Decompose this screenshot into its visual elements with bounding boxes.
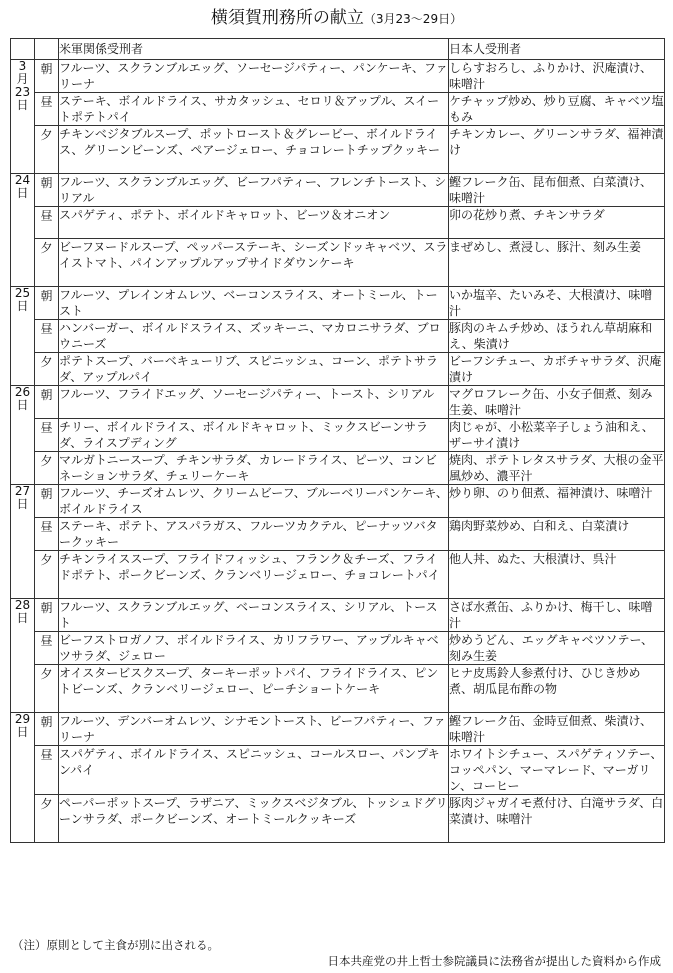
meal-label: 朝	[35, 485, 59, 518]
meal-row	[11, 746, 665, 795]
title-date-range: （3月23〜29日）	[363, 12, 463, 26]
meal-label: 夕	[35, 239, 59, 287]
meal-label: 夕	[35, 665, 59, 713]
date-part: 29	[14, 712, 31, 726]
us-menu-cell: スパゲティ、ボイルドライス、スピニッシュ、コールスロー、パンプキンパイ	[59, 746, 449, 795]
meal-row	[11, 126, 665, 174]
meal-row	[11, 551, 665, 599]
meal-label: 昼	[35, 207, 59, 239]
jp-menu-cell: しらすおろし、ふりかけ、沢庵漬け、味噌汁	[449, 60, 665, 93]
header-row	[11, 39, 665, 60]
us-menu-cell: フルーツ、チーズオムレツ、クリームビーフ、ブルーベリーパンケーキ、ボイルドライス	[59, 486, 448, 516]
date-part: 26	[14, 385, 31, 399]
us-menu-cell: ステーキ、ポテト、アスパラガス、フルーツカクテル、ピーナッツバタークッキー	[59, 518, 449, 551]
meal-row	[11, 386, 665, 419]
meal-label: 朝	[35, 713, 59, 746]
meal-row	[11, 485, 665, 518]
jp-menu-cell: 他人丼、ぬた、大根漬け、呉汁	[449, 551, 665, 599]
jp-menu-cell: ヒナ皮馬鈴人参煮付け、ひじき炒め煮、胡瓜昆布酢の物	[449, 665, 665, 713]
title-text: 横須賀刑務所の献立	[210, 8, 364, 28]
meal-row	[11, 795, 665, 843]
jp-menu-cell: チキンカレー、グリーンサラダ、福神漬け	[449, 126, 665, 174]
jp-menu-cell: ケチャップ炒め、炒り豆腐、キャベツ塩もみ	[449, 94, 664, 124]
jp-menu-cell: ホワイトシチュー、スパゲティソテー、コッペパン、マーマレード、マーガリン、コーヒー	[449, 746, 665, 795]
meal-label: 昼	[35, 632, 59, 665]
meal-row	[11, 287, 665, 320]
us-menu-cell: オイスタービスクスープ、ターキーポットパイ、フライドライス、ピントビーンズ、クランベリージェロー、ピーチショートケーキ	[59, 665, 449, 713]
menu-table	[10, 38, 665, 843]
meal-label: 朝	[35, 60, 59, 93]
jp-menu-cell: 鶏肉野菜炒め、白和え、白菜漬け	[449, 518, 665, 551]
meal-row	[11, 713, 665, 746]
meal-row	[11, 239, 665, 287]
jp-menu-cell: いか塩辛、たいみそ、大根漬け、味噌汁	[449, 287, 665, 320]
date-part: 日	[16, 497, 29, 511]
meal-label: 朝	[35, 386, 59, 419]
date-part: 日	[16, 299, 29, 313]
footnote: （注）原則として主食が別に出される。	[12, 938, 219, 952]
date-cell	[11, 60, 35, 174]
us-menu-cell: ハンバーガー、ボイルドスライス、ズッキーニ、マカロニサラダ、ブロウニーズ	[59, 320, 449, 353]
meal-label: 夕	[35, 353, 59, 386]
meal-label: 昼	[35, 320, 59, 353]
us-menu-cell: フルーツ、プレインオムレツ、ベーコンスライス、オートミール、トースト	[59, 287, 449, 320]
meal-label: 夕	[35, 126, 59, 174]
jp-menu-cell: 鰹フレーク缶、金時豆佃煮、柴漬け、味噌汁	[449, 713, 665, 746]
header-empty-meal	[35, 39, 59, 60]
date-part: 23	[14, 85, 31, 99]
date-part: 25	[14, 286, 31, 300]
meal-row	[11, 93, 665, 126]
us-menu-cell: フルーツ、スクランブルエッグ、ベーコンスライス、シリアル、トースト	[59, 599, 449, 632]
jp-menu-cell: 炒り卵、のり佃煮、福神漬け、味噌汁	[449, 485, 665, 518]
jp-menu-cell: マグロフレーク缶、小女子佃煮、刻み生姜、味噌汁	[449, 386, 665, 419]
us-menu-cell: ペーパーポットスープ、ラザニア、ミックスベジタブル、トッシュドグリーンサラダ、ポークビーンズ、オートミールクッキーズ	[59, 795, 449, 843]
meal-row	[11, 599, 665, 632]
page-title	[0, 6, 673, 31]
header-jp-inmates: 日本人受刑者	[449, 39, 665, 60]
jp-menu-cell: 卯の花炒り煮、チキンサラダ	[449, 207, 665, 239]
jp-menu-cell: 炒めうどん、エッグキャベツソテー、刻み生姜	[449, 632, 665, 665]
meal-label: 朝	[35, 599, 59, 632]
meal-label: 夕	[35, 551, 59, 599]
date-part: 日	[16, 725, 29, 739]
meal-row	[11, 665, 665, 713]
us-menu-cell: フルーツ、スクランブルエッグ、ビーフパティー、フレンチトースト、シリアル	[59, 174, 449, 207]
us-menu-cell: フルーツ、フライドエッグ、ソーセージパティー、トースト、シリアル	[59, 386, 449, 419]
date-part: 日	[16, 398, 29, 412]
us-menu-cell: スパゲティ、ポテト、ボイルドキャロット、ビーツ＆オニオン	[59, 207, 449, 239]
meal-label: 昼	[35, 518, 59, 551]
menu-body	[11, 60, 665, 843]
date-part: 24	[14, 173, 31, 187]
meal-label: 朝	[35, 174, 59, 207]
source-credit: 日本共産党の井上哲士参院議員に法務省が提出した資料から作成	[327, 954, 661, 968]
jp-menu-cell: 豚肉のキムチ炒め、ほうれん草胡麻和え、柴漬け	[449, 320, 665, 353]
us-menu-cell: チリー、ボイルドライス、ボイルドキャロット、ミックスビーンサラダ、ライスプディング	[59, 419, 449, 452]
header-us-inmates: 米軍関係受刑者	[59, 39, 449, 60]
meal-label: 昼	[35, 93, 59, 126]
meal-row	[11, 518, 665, 551]
date-cell	[11, 713, 35, 843]
date-part: 28	[14, 598, 31, 612]
us-menu-cell: マルガトニースープ、チキンサラダ、カレードライス、ピーツ、コンビネーションサラダ、チェリーケーキ	[59, 452, 449, 485]
date-part: 3	[18, 59, 27, 73]
jp-menu-cell: ビーフシチュー、カボチャサラダ、沢庵漬け	[449, 353, 665, 386]
date-cell	[11, 599, 35, 713]
jp-menu-cell: さば水煮缶、ふりかけ、梅干し、味噌汁	[449, 599, 665, 632]
us-menu-cell: ビーフストロガノフ、ボイルドライス、カリフラワー、アップルキャベツサラダ、ジェロー	[59, 632, 449, 665]
meal-row	[11, 353, 665, 386]
meal-label: 朝	[35, 287, 59, 320]
date-cell	[11, 386, 35, 485]
meal-label: 夕	[35, 795, 59, 843]
meal-row	[11, 174, 665, 207]
meal-row	[11, 452, 665, 485]
meal-label: 昼	[35, 746, 59, 795]
jp-menu-cell: まぜめし、煮浸し、豚汁、刻み生姜	[449, 239, 665, 287]
us-menu-cell: チキンライススープ、フライドフィッシュ、フランク＆チーズ、フライドポテト、ポークビーンズ、クランベリージェロー、チョコレートパイ	[59, 551, 449, 599]
us-menu-cell: フルーツ、デンバーオムレツ、シナモントースト、ビーフパティー、ファリーナ	[59, 713, 449, 746]
us-menu-cell: チキンベジタブルスープ、ポットロースト＆グレービー、ボイルドライス、グリーンビーンズ、ペアージェロー、チョコレートチップクッキー	[59, 126, 449, 174]
meal-row	[11, 320, 665, 353]
jp-menu-cell: 豚肉ジャガイモ煮付け、白滝サラダ、白菜漬け、味噌汁	[449, 795, 665, 843]
date-part: 日	[16, 186, 29, 200]
us-menu-cell: ビーフヌードルスープ、ペッパーステーキ、シーズンドッキャベツ、スライストマト、パインアップルアップサイドダウンケーキ	[59, 239, 449, 287]
header-empty	[11, 39, 35, 60]
meal-row	[11, 632, 665, 665]
us-menu-cell: ポテトスープ、バーベキューリブ、スピニッシュ、コーン、ポテトサラダ、アップルパイ	[59, 353, 449, 386]
meal-row	[11, 419, 665, 452]
meal-label: 夕	[35, 452, 59, 485]
date-part: 日	[16, 611, 29, 625]
jp-menu-cell: 焼肉、ポテトレタスサラダ、大根の金平風炒め、濃平汁	[449, 453, 664, 483]
us-menu-cell: フルーツ、スクランブルエッグ、ソーセージパティー、パンケーキ、ファリーナ	[59, 61, 448, 91]
meal-row	[11, 207, 665, 239]
date-part: 月	[16, 72, 29, 86]
date-cell	[11, 174, 35, 287]
jp-menu-cell: 肉じゃが、小松菜辛子しょう油和え、ザーサイ漬け	[449, 419, 665, 452]
date-part: 日	[16, 98, 29, 112]
us-menu-cell: ステーキ、ボイルドライス、サカタッシュ、セロリ＆アップル、スイートポテトパイ	[59, 93, 449, 126]
jp-menu-cell: 鰹フレーク缶、昆布佃煮、白菜漬け、味噌汁	[449, 174, 665, 207]
date-cell	[11, 485, 35, 599]
date-part: 27	[14, 484, 31, 498]
date-cell	[11, 287, 35, 386]
meal-row	[11, 60, 665, 93]
meal-label: 昼	[35, 419, 59, 452]
